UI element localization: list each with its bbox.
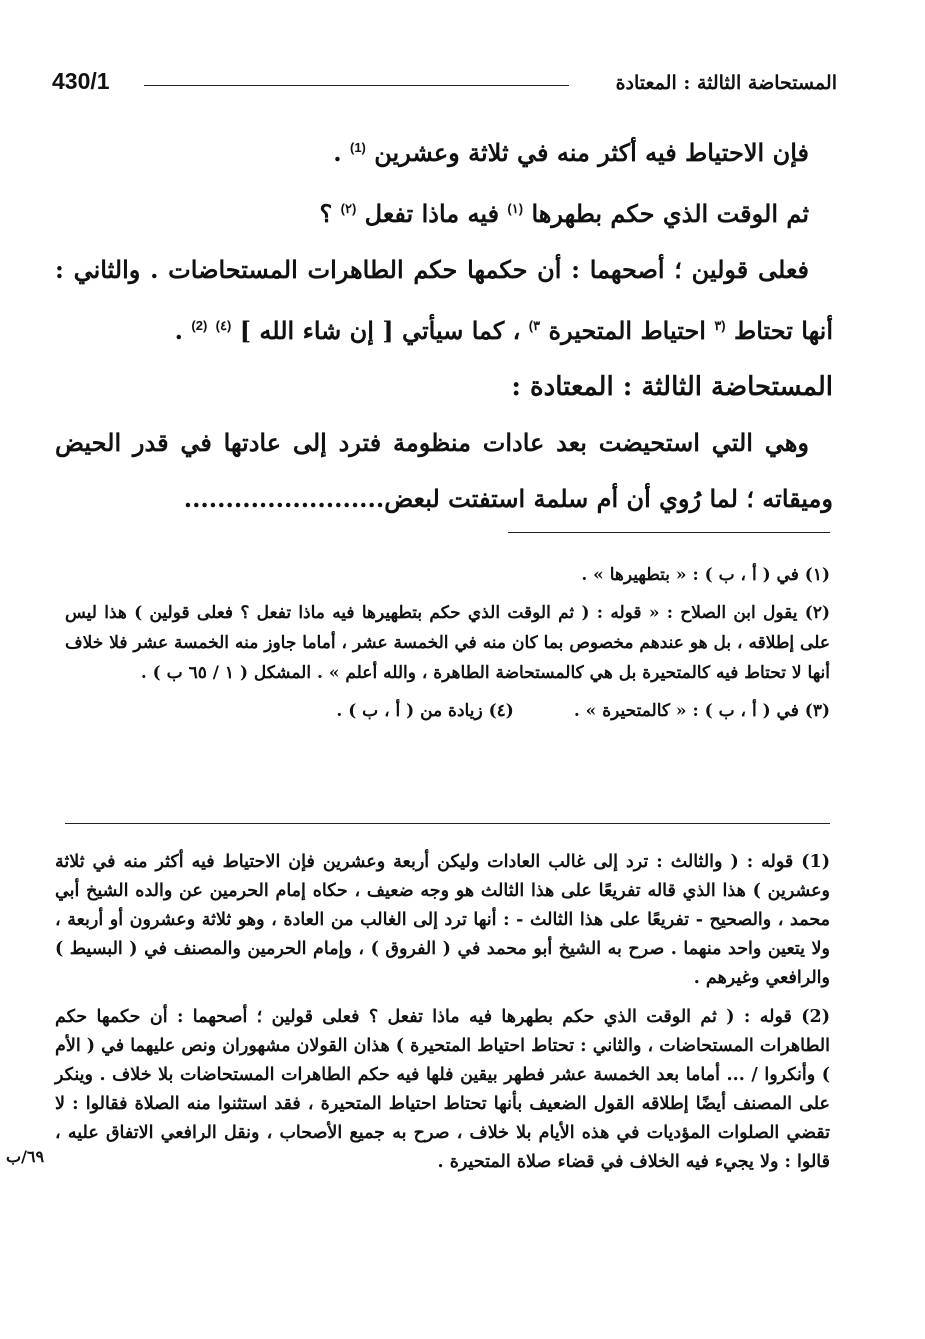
edition-footnotes — [65, 560, 830, 726]
footnote-ref: (٢) — [340, 201, 357, 216]
footnote-ref: (٣ — [714, 318, 726, 333]
footnote: (٤) زيادة من ( أ ، ب ) . — [336, 701, 514, 721]
header-rule — [144, 85, 569, 86]
text-span: ثم الوقت الذي حكم بطهرها — [531, 199, 809, 228]
text-span: فإن الاحتياط فيه أكثر منه في ثلاثة وعشرين — [374, 138, 809, 167]
commentary-divider — [65, 823, 830, 824]
commentary-note: (1) قوله : ( والثالث : ترد إلى غالب العادات وليكن أربعة وعشرين فإن الاحتياط فيه أكثر منه في ثلاثة وعشرين ) هذا الذي قاله تفريعًا على هذا الثالث هو وجه ضعيف ، حكاه إمام الحرمين عن والده الشيخ أبي محمد ، والصحيح - تفريعًا على هذا الثالث - : أنها ترد إلى الغالب من العادة ، وهو ثلاثة وعشرون أو أربعة ، ولا يتعين واحد منهما . صرح به الشيخ أبو محمد في ( الفروق ) ، وإمام الحرمين والمصنف في ( البسيط ) والرافعي وغيرهم . — [55, 852, 830, 988]
paragraph — [55, 181, 833, 242]
paragraph — [55, 120, 833, 181]
page-number: 430/1 — [52, 68, 110, 94]
footnote-row — [65, 696, 830, 726]
footnote-divider — [508, 532, 830, 533]
paragraph: وهي التي استحيضت بعد عادات منظومة فترد إلى عادتها في قدر الحيض وميقاته ؛ لما رُوي أن أم سلمة استفتت لبعض........................ — [55, 428, 833, 513]
text-span: احتياط المتحيرة — [548, 316, 706, 345]
footnote: (٣) في ( أ ، ب ) : « كالمتحيرة » . — [573, 701, 830, 721]
footnote: (١) في ( أ ، ب ) : « بتطهيرها » . — [581, 565, 830, 585]
footnote-ref: (2) — [191, 318, 208, 333]
paragraph — [55, 242, 833, 359]
main-text — [55, 120, 833, 527]
footnote-ref: (1) — [349, 140, 366, 155]
text-span: . — [174, 316, 184, 345]
margin-reference: ٦٩/ب — [6, 1147, 45, 1166]
text-span: فيه ماذا تفعل — [364, 199, 500, 228]
text-span: . — [333, 138, 342, 167]
footnote-ref: (١) — [507, 201, 524, 216]
section-title: المستحاضة الثالثة : المعتادة : — [511, 372, 833, 402]
text-span: ، كما سيأتي [ إن شاء الله ] — [239, 316, 521, 345]
text-span: فعلى قولين ؛ أصحهما : أن حكمها حكم الطاهرات المستحاضات . والثاني : أنها تحتاط — [55, 255, 833, 345]
text-span: ؟ — [319, 199, 333, 228]
header-title: المستحاضة الثالثة : المعتادة — [615, 72, 837, 94]
footnote-ref: ٣) — [528, 318, 541, 333]
commentary — [55, 848, 830, 1187]
commentary-note: (2) قوله : ( ثم الوقت الذي حكم بطهرها فيه ماذا تفعل ؟ فعلى قولين ؛ أصحهما : أن حكمها حكم الطاهرات المستحاضات ، والثاني : تحتاط احتياط المتحيرة ) هذان القولان مشهوران ونص عليهما في ( الأم ) وأنكروا / ... أماما بعد الخمسة عشر فطهر بيقين فلها فيه حكم الطاهرات المستحاضات بلا خلاف . وينكر على المصنف أيضًا إطلاقه القول الضعيف بأنها تحتاط احتياط المتحيرة ، فقد استثنوا منه الصلاة فقالوا : لا تقضي الصلوات المؤديات في هذه الأيام بلا خلاف ، صرح به جميع الأصحاب ، ونقل الرافعي الاتفاق عليه ، قالوا : ولا يجيء فيه الخلاف في قضاء صلاة المتحيرة . — [55, 1007, 830, 1172]
footnote: (٢) يقول ابن الصلاح : « قوله : ( ثم الوقت الذي حكم بتطهيرها فيه ماذا تفعل ؟ فعلى قولين ) هذا ليس على إطلاقه ، بل هو عندهم مخصوص بما كان منه في الخمسة عشر ، أماما جاوز منه الخمسة عشر فلا خلاف أنها لا تحتاط فيه كالمتحيرة بل هي كالمستحاضة الطاهرة ، والله أعلم » . المشكل ( ١ / ٦٥ ب ) . — [65, 603, 830, 683]
running-header — [52, 68, 837, 104]
footnote-ref: (٤) — [215, 318, 232, 333]
